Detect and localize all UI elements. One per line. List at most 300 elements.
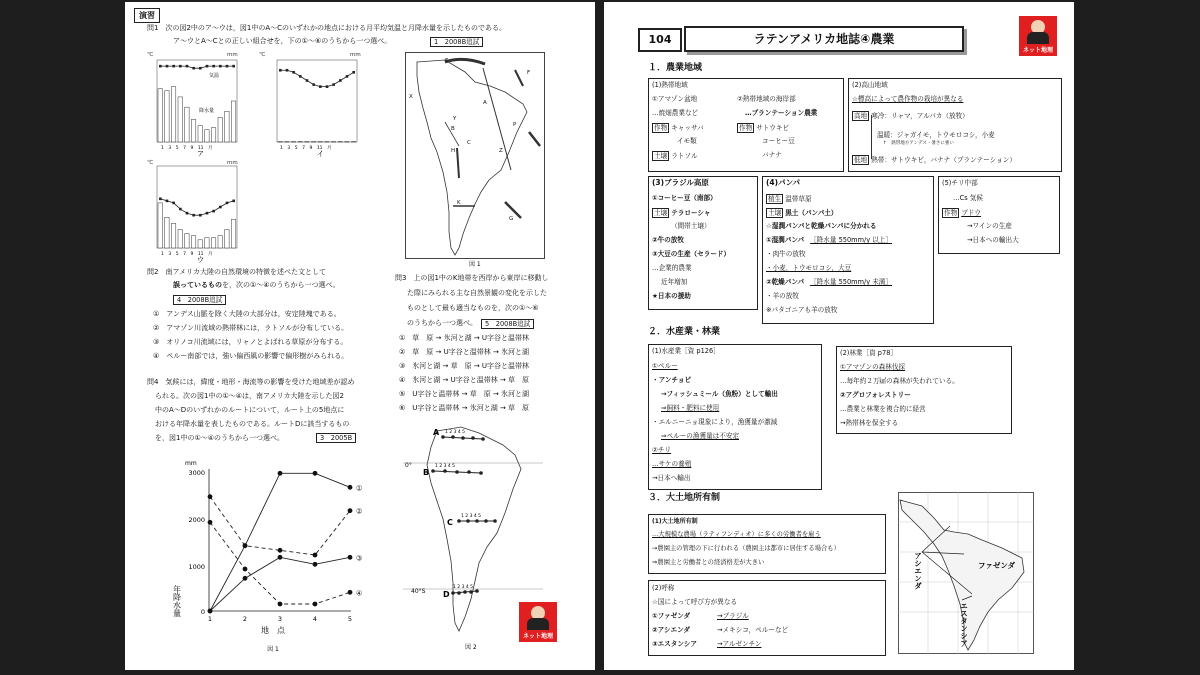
box2-bracket (871, 115, 875, 159)
precip-bar (191, 236, 195, 248)
route-b-pts: 1 2 3 4 5 (435, 464, 456, 469)
precip-point (208, 520, 213, 525)
precip-point (348, 485, 353, 490)
precip-point (313, 553, 318, 558)
precip-bar (218, 117, 222, 142)
q4-line3: 中のA～Dのいずれかのルートについて，ルート上の5地点に (155, 406, 345, 414)
lat-0: 0° (405, 462, 412, 469)
box4-l1: 温帯草原 (785, 195, 812, 203)
fig1-caption: 図 1 (469, 261, 481, 268)
box-brazil-highland (648, 176, 758, 310)
y-tick-1000: 1000 (188, 563, 205, 571)
q4-line1: 問4 気候には，緯度・地形・海流等の影響を受けた地域差が認め (147, 378, 355, 386)
temp-line (280, 70, 353, 86)
y-title: 年降水量 (172, 585, 182, 617)
box6-head: (1)水産業［資 p126］ (652, 347, 720, 355)
svg-text:Z: Z (499, 148, 503, 154)
temp-point (212, 65, 215, 68)
box7-l5: →熱帯林を保全する (840, 419, 899, 427)
q4-ref: 3 2005B (316, 433, 356, 443)
temp-point (199, 67, 202, 70)
box7-l1: ①アマゾンの森林伐採 (840, 363, 906, 371)
temp-point (319, 85, 322, 88)
precip-bar (185, 107, 189, 142)
q4-line5: を，図1中の①～④のうちから一つ選べ。 (155, 434, 285, 442)
precip-point (348, 508, 353, 513)
box3-l8: ★日本の援助 (652, 292, 691, 300)
box8-l2: →農園主の管理の下に行われる（農園主は都市に居住する場合も） (652, 545, 840, 552)
box4-head: (4)パンパ (766, 178, 801, 187)
temp-point (179, 65, 182, 68)
temp-unit-a: ℃ (147, 52, 154, 58)
precip-point (208, 494, 213, 499)
box1-l1a: ①アマゾン盆地 (652, 95, 698, 103)
fig2-caption: 図 2 (465, 644, 477, 651)
precip-bar (231, 219, 235, 248)
precip-series-line (210, 473, 350, 611)
y-unit: mm (185, 460, 197, 467)
temp-point (186, 65, 189, 68)
box-tropical (648, 78, 844, 172)
temp-point (299, 75, 302, 78)
svg-text:C: C (467, 140, 471, 146)
precip-bar (225, 230, 229, 248)
precip-bar (198, 126, 202, 142)
map-label-fazenda: ファゼンダ (978, 561, 1016, 570)
stamp-text-left: ネット地理 (522, 633, 553, 640)
box-chile (938, 176, 1060, 254)
box8-head: (1)大土地所有制 (652, 518, 698, 525)
temp-point (166, 65, 169, 68)
precip-chart (165, 457, 380, 662)
box7-head: (2)林業［資 p78］ (840, 349, 897, 357)
box2-l3note: ↑ 熱帯地方アンデス・暑さに強い (883, 141, 954, 146)
precip-point (313, 602, 318, 607)
precip-bar (158, 203, 162, 248)
precip-bar (191, 119, 195, 142)
q3-opt2: ② 草 原 → U字谷と温帯林 → 氷河と湖 (399, 348, 530, 356)
temp-point (206, 212, 209, 215)
q2-opt3: ③ オリノコ川流域には，リャノとよばれる草原が分布する。 (153, 338, 348, 346)
box5-l3: →ワインの生産 (967, 222, 1012, 230)
svg-text:H: H (451, 148, 456, 154)
q3-line2: た際にみられる主な自然景観の変化を示した (407, 289, 547, 297)
route-d: D (443, 590, 450, 599)
precip-point (278, 548, 283, 553)
route-b: B (423, 468, 430, 477)
box1-soil-tag: 土壌 (654, 152, 668, 160)
box9-l2a: ①ファゼンダ (652, 612, 691, 620)
box2-low-row (852, 155, 1016, 165)
precip-point (348, 555, 353, 560)
temp-point (199, 214, 202, 217)
precip-caption: 図 1 (267, 646, 279, 653)
temp-point (172, 202, 175, 205)
climate-chart-i (277, 60, 357, 142)
box2-high-tag: 高地 (854, 112, 868, 120)
box1-l1b: ②熱帯地域の海岸部 (737, 95, 796, 103)
box-pampa (762, 176, 934, 324)
box3-l7: 近年増加 (661, 278, 688, 286)
box9-l4b: →アルゼンチン (717, 640, 762, 648)
box4-l4b: ［降水量 550mm/y 以上］ (810, 236, 892, 244)
temp-point (286, 69, 289, 72)
teacher-stamp-right (1019, 16, 1057, 56)
right-page (604, 2, 1074, 670)
teacher-body (527, 618, 549, 630)
y-tick-0: 0 (200, 608, 205, 616)
precip-bar (311, 142, 315, 143)
box3-l6: …企業的農業 (652, 264, 692, 272)
temp-point (219, 65, 222, 68)
box1-l4b: コーヒー豆 (762, 137, 795, 145)
temp-point (159, 65, 162, 68)
box5-l1: …Cs 気候 (953, 194, 983, 202)
precip-point (278, 602, 283, 607)
box1-crop-row-b (737, 123, 789, 133)
q3-ref: 5 2008B追試 (481, 319, 534, 329)
temp-point (292, 71, 295, 74)
box4-l4a: ①湿潤パンパ (766, 236, 805, 244)
chart-a-label: ア (197, 150, 204, 158)
box3-l1: ①コーヒー豆（南部） (652, 194, 717, 202)
x-tick-3: 3 (277, 615, 283, 623)
precip-point (243, 567, 248, 572)
map-figure-1 (405, 52, 545, 268)
box4-l6: ・小麦，トウモロコシ，大豆 (766, 264, 852, 272)
temp-point (226, 202, 229, 205)
box9-l2b: →ブラジル (717, 612, 749, 620)
box5-crop-row (942, 208, 981, 218)
precip-unit-i: mm (350, 52, 361, 58)
temp-series-label: 気温 (209, 73, 220, 79)
box9-l1: ☆国によって呼び方が異なる (652, 598, 738, 606)
box1-l3a: キャッサバ (671, 124, 704, 132)
temp-point (192, 67, 195, 70)
box-names (648, 580, 886, 656)
q3-opt4: ④ 氷河と湖 → U字谷と温帯林 → 草 原 (399, 376, 530, 384)
box4-l5: ・肉牛の放牧 (766, 250, 806, 258)
map-label-hacienda: アシエンダ (913, 552, 923, 590)
precip-bar (171, 87, 175, 142)
box4-veg-row (766, 194, 812, 204)
svg-text:G: G (509, 216, 514, 222)
stamp-text-right: ネット地理 (1022, 47, 1053, 54)
precip-bar (211, 238, 215, 248)
precip-bar (198, 240, 202, 248)
precip-series-label: ① (356, 484, 363, 493)
box2-l1: ☆標高によって農作物の栽培が異なる (852, 95, 964, 103)
climate-chart-a (157, 60, 237, 142)
temp-point (172, 65, 175, 68)
q1-ref: 1 2008B追試 (430, 37, 483, 47)
route-a: A (433, 428, 440, 437)
route-c-pts: 1 2 3 4 5 (461, 514, 482, 519)
temp-point (339, 79, 342, 82)
box4-l4-row (766, 236, 892, 244)
precip-bar (185, 234, 189, 248)
q1-line1: 問1 次の図2中のア～ウは，図1中のA～Cのいずれかの地点における月平均気温と月降水量を示したものである。 (147, 24, 507, 32)
box2-high-row (852, 111, 969, 121)
precip-bar (205, 130, 209, 142)
box1-l5b: バナナ (762, 151, 782, 159)
q2-ref: 4 2008B追試 (173, 295, 226, 305)
climate-chart-u (157, 166, 237, 248)
precip-bar (305, 142, 309, 143)
temp-point (279, 69, 282, 72)
x-tick-1: 1 (207, 615, 213, 623)
box6-l6: ⇒ペルーの漁獲量は不安定 (661, 432, 740, 440)
precip-bar (225, 111, 229, 142)
box4-veg-tag: 植生 (768, 195, 782, 203)
lat-40: 40°S (411, 588, 426, 595)
x-tick-4: 4 (312, 615, 318, 623)
y-tick-2000: 2000 (188, 516, 205, 524)
q3-opt1: ① 草 原 → 氷河と湖 → U字谷と温帯林 (399, 334, 530, 342)
box6-l4: ⇒飼料・肥料に使用 (661, 404, 720, 412)
box1-l4a: イモ類 (677, 137, 697, 145)
box4-l2: 黒土（パンパ土） (785, 209, 838, 217)
route-d-pts: 1 2 3 4 5 (453, 585, 474, 590)
box1-head: (1)熱帯地域 (652, 81, 688, 89)
box-highland (848, 78, 1062, 172)
precip-series-line (210, 497, 350, 555)
box8-l3: ⇒農園主と労働者との経済格差が大きい (652, 559, 765, 566)
chart-u-label: ウ (197, 256, 204, 264)
box2-low-tag: 低地 (854, 156, 868, 164)
temp-point (346, 75, 349, 78)
box3-l2: テラローシャ (671, 209, 711, 217)
precip-bar (205, 238, 209, 248)
precip-series-label: ② (356, 507, 363, 516)
q3-line3: ものとして最も適当なものを，次の①～⑥ (407, 304, 539, 312)
precip-bar (278, 142, 282, 143)
box7-l4: …農業と林業を複合的に経営 (840, 405, 926, 413)
q3-line1: 問3 上の図1中のK地帯を西岸から東岸に移動し (395, 274, 549, 282)
q1-line2: ア～ウとA～Cとの正しい組合せを，下の①～⑥のうちから一つ選べ。 (173, 37, 392, 45)
precip-bar (171, 223, 175, 248)
y-tick-3000: 3000 (188, 469, 205, 477)
svg-text:Y: Y (453, 116, 457, 122)
q2-line1: 問2 南アメリカ大陸の自然環境の特徴を述べた文として (147, 268, 326, 276)
precip-bar (178, 97, 182, 142)
temp-point (166, 200, 169, 203)
climate-charts (147, 52, 397, 264)
precip-point (313, 471, 318, 476)
svg-text:B: B (451, 126, 455, 132)
temp-line (160, 66, 233, 68)
precip-point (243, 576, 248, 581)
box3-soil-row (652, 208, 711, 218)
precip-bar (165, 217, 169, 248)
box6-l9: →日本へ輸出 (652, 474, 691, 482)
q4-line2: られる。次の図1中の①～④は，南アメリカ大陸を示した図2 (155, 392, 344, 400)
box6-l5: ・エルニーニョ現象により，漁獲量が激減 (652, 418, 778, 426)
q2-opt1: ① アンデス山脈を除く大陸の大部分は，安定陸塊である。 (153, 310, 341, 318)
box1-l2b: …プランテーション農業 (745, 109, 818, 117)
box3-l3: （間帯土壌） (671, 222, 711, 230)
precip-bar (178, 230, 182, 248)
temp-point (159, 198, 162, 201)
box3-l5: ③大豆の生産（セラード） (652, 250, 731, 258)
box-fishery (648, 344, 822, 490)
box4-soil-row (766, 208, 837, 218)
precip-point (243, 543, 248, 548)
box-forestry (836, 346, 1012, 434)
box1-l2a: …焼畑農業など (652, 109, 699, 117)
svg-text:A: A (483, 100, 487, 106)
q3-opt3: ③ 氷河と湖 → 草 原 → U字谷と温帯林 (399, 362, 530, 370)
box5-crop-tag: 作物 (944, 209, 958, 217)
svg-text:X: X (409, 94, 413, 100)
q2-opt2: ② アマゾン川流域の熱帯林には，ラトソルが分布している。 (153, 324, 349, 332)
box6-l1: ①ペルー (652, 362, 678, 370)
box4-l3: ☆湿潤パンパと乾燥パンパに分かれる (766, 222, 877, 230)
latin-america-map (898, 492, 1034, 654)
box4-l8: ・羊の放牧 (766, 292, 799, 300)
q2-emphasis: 誤っているもの (173, 281, 222, 289)
box1-soil-row (652, 151, 698, 161)
route-a-pts: 1 2 3 4 5 (445, 430, 466, 435)
temp-point (332, 83, 335, 86)
left-page (125, 2, 595, 670)
svg-text:K: K (457, 200, 461, 206)
precip-bar (291, 142, 295, 143)
precip-series-label: ④ (356, 589, 363, 598)
box2-l4: 熱帯：サトウキビ，バナナ（プランテーション） (871, 156, 1016, 164)
box9-l3b: →メキシコ，ペルーなど (717, 626, 789, 634)
temp-point (326, 85, 329, 88)
box1-crop-row (652, 123, 704, 133)
box-latifundia (648, 514, 886, 574)
map-label-estancia: エスタンシア (959, 602, 969, 647)
box4-l7-row (766, 278, 892, 286)
precip-bar (165, 91, 169, 142)
temp-point (306, 79, 309, 82)
precip-point (208, 609, 213, 614)
section-3-heading: ３．大土地所有制 (648, 493, 721, 503)
precip-unit-a: mm (227, 52, 238, 58)
precip-point (348, 590, 353, 595)
svg-text:F: F (527, 70, 531, 76)
months-axis-u: 1 3 5 7 9 11 月 (161, 252, 213, 257)
months-axis-i: 1 3 5 7 9 11 月 (280, 146, 332, 151)
precip-bar (231, 101, 235, 142)
precip-bar (345, 142, 349, 143)
x-tick-2: 2 (242, 615, 248, 623)
box6-l3: →フィッシュミール（魚粉）として輸出 (661, 390, 778, 398)
practice-label: 演習 (134, 8, 160, 23)
box1-l3b: サトウキビ (756, 124, 790, 132)
precip-bar (218, 236, 222, 248)
box5-head: (5)チリ中部 (942, 179, 978, 187)
climate-axis-frame (277, 60, 357, 142)
box1-crop-tag: 作物 (654, 124, 668, 132)
teacher-body-right (1027, 32, 1049, 44)
box6-l2: ・アンチョビ (652, 376, 692, 384)
temp-line (160, 199, 233, 215)
precip-bar (325, 142, 329, 143)
box8-l1: …大規模な農場（ラティフンディオ）に多くの労働者を雇う (652, 531, 821, 538)
route-c: C (447, 518, 453, 527)
box3-soil-tag: 土壌 (654, 209, 668, 217)
box3-l4: ②牛の放牧 (652, 236, 684, 244)
precip-point (278, 471, 283, 476)
page-title: ラテンアメリカ地誌④農業 (684, 26, 964, 52)
q2-line2 (173, 281, 340, 291)
temp-point (312, 83, 315, 86)
q2-opt4: ④ ペルー南部では，強い偏西風の影響で偏形樹がみられる。 (153, 352, 349, 360)
months-axis-a: 1 3 5 7 9 11 月 (161, 146, 213, 151)
box6-l7: ②チリ (652, 446, 672, 454)
box9-l4a: ③エスタンシア (652, 640, 697, 648)
box5-l4: →日本への輸出大 (967, 236, 1019, 244)
box1-crop-tag-b: 作物 (739, 124, 753, 132)
precip-point (313, 562, 318, 567)
box2-l2: 寒冷：リャマ，アルパカ（放牧） (871, 112, 969, 120)
box3-head: (3)ブラジル高原 (652, 178, 709, 187)
temp-unit-u: ℃ (147, 160, 154, 166)
precip-bar (318, 142, 322, 143)
box4-soil-tag: 土壌 (768, 209, 782, 217)
x-title: 地 点 (261, 626, 285, 635)
box5-l2: ブドウ (961, 209, 981, 217)
chart-i-label: イ (317, 150, 324, 158)
box4-l7a: ②乾燥パンパ (766, 278, 805, 286)
temp-point (212, 210, 215, 213)
box2-l3: 温暖：ジャガイモ，トウモロコシ，小麦 (877, 131, 995, 139)
teacher-stamp-left (519, 602, 557, 642)
temp-point (352, 71, 355, 74)
box4-l7b: ［降水量 550mm/y 未満］ (810, 278, 892, 286)
x-tick-5: 5 (347, 615, 353, 623)
precip-bar (211, 128, 215, 142)
temp-point (219, 206, 222, 209)
precip-bar (158, 89, 162, 142)
box9-l3a: ②アシエンダ (652, 626, 691, 634)
precip-bar (331, 142, 335, 143)
temp-point (192, 214, 195, 217)
q3-opt6: ⑥ U字谷と温帯林 → 氷河と湖 → 草 原 (399, 404, 530, 412)
q3-line4: のうちから一つ選べ。 (407, 319, 477, 327)
precip-unit-u: mm (227, 160, 238, 166)
svg-text:E: E (445, 58, 449, 64)
box1-l5a: ラトソル (671, 152, 698, 160)
temp-unit-i: ℃ (259, 52, 266, 58)
box7-l2: …毎年約２万㎢の森林が失われている。 (840, 377, 959, 385)
box6-l8: …サケの養殖 (652, 460, 692, 468)
precip-bar (338, 142, 342, 143)
temp-point (232, 65, 235, 68)
precip-bar (298, 142, 302, 143)
temp-point (232, 200, 235, 203)
box4-l9: ※パタゴニアも羊の放牧 (766, 306, 838, 314)
precip-series-label: 降水量 (199, 108, 215, 114)
temp-point (179, 208, 182, 211)
section-2-heading: ２．水産業・林業 (648, 327, 721, 337)
section-1-heading: １．農業地域 (648, 63, 703, 73)
precip-point (278, 555, 283, 560)
precip-bar (351, 142, 355, 143)
precip-bar (285, 142, 289, 143)
box9-head: (2)呼称 (652, 584, 675, 592)
page-number: 104 (638, 28, 682, 52)
temp-point (226, 65, 229, 68)
q2-line2-rest: を，次の①～④のうちから一つ選べ。 (222, 281, 340, 289)
svg-text:P: P (513, 122, 517, 128)
box7-l3: ②アグロフォレストリー (840, 391, 911, 399)
box2-head: (2)高山地域 (852, 81, 888, 89)
